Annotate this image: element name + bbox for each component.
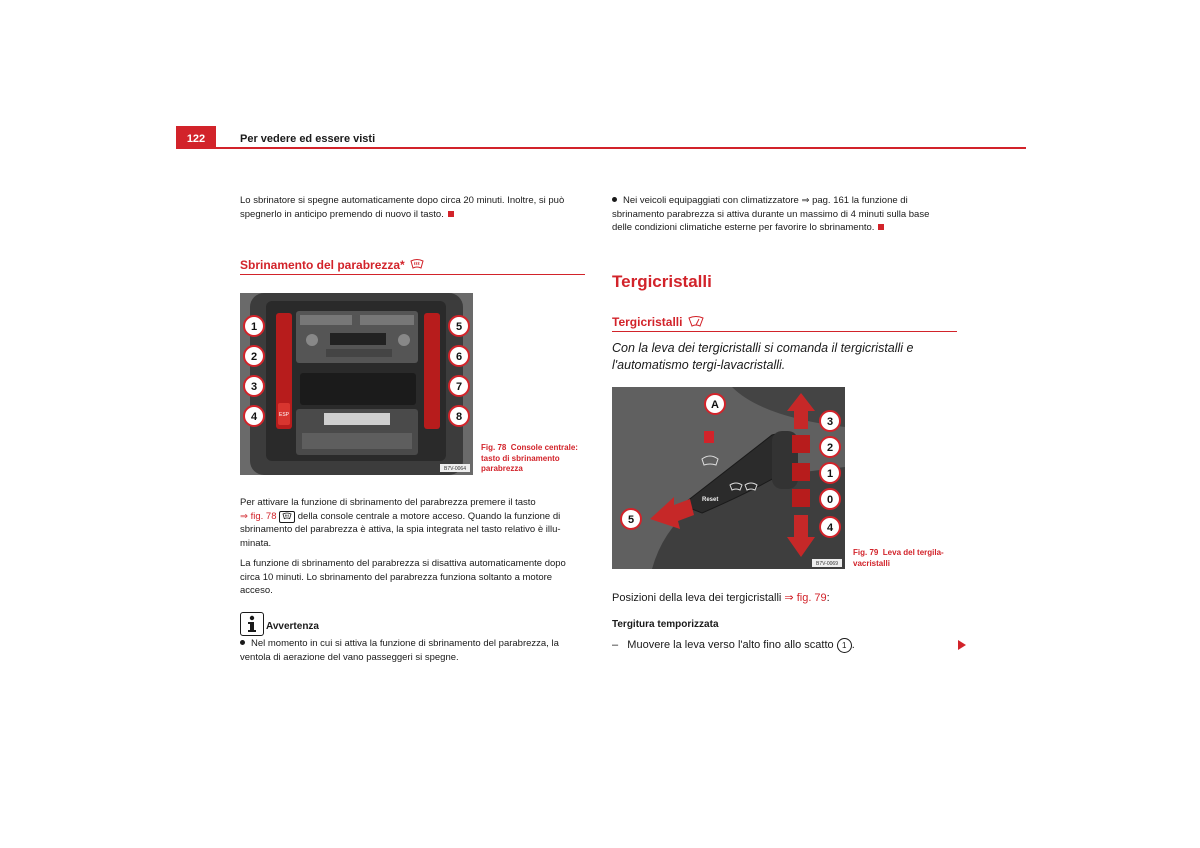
windshield-defrost-icon	[410, 258, 424, 270]
section-title-wipers	[612, 315, 704, 329]
step-line	[612, 638, 855, 653]
figure-code: B7V-0064	[444, 466, 466, 472]
caption-fig-number: Fig. 79	[853, 548, 879, 557]
bullet	[240, 640, 245, 645]
section-title-text: Sbrinamento del parabrezza*	[240, 258, 405, 272]
wiper-icon	[688, 316, 704, 327]
positions-line	[612, 591, 830, 604]
paragraph-text: minata.	[240, 537, 272, 549]
callout-2: 2	[826, 442, 834, 454]
paragraph-text: Nei veicoli equipaggiati con climatizzatore ⇒ pag. 161 la funzione di	[623, 195, 908, 206]
callout-3: 3	[826, 416, 834, 428]
callout-6: 6	[455, 351, 463, 363]
callout-1: 1	[250, 321, 258, 333]
caption-line: tasto di sbrinamento	[481, 453, 560, 463]
caption-line: vacristalli	[853, 558, 890, 568]
chapter-title: Tergicristalli	[612, 272, 712, 291]
intro-line: Con la leva dei tergicristalli si comanda il tergicristalli e	[612, 341, 914, 355]
fig-79-link[interactable]: ⇒ fig. 79	[784, 592, 827, 604]
paragraph-deactivate: La funzione di sbrinamento del parabrezza si disattiva automaticamente dopo circa 10 minuti. Lo sbrinamento del parabrezza funziona soltanto a motore acceso.	[240, 558, 566, 596]
position-1-marker: 1	[837, 638, 852, 653]
intro-line: l'automatismo tergi-lavacristalli.	[612, 358, 786, 372]
callout-3: 3	[250, 381, 258, 393]
bullet	[612, 197, 617, 202]
callout-4: 4	[826, 522, 834, 534]
subsection-title: Tergitura temporizzata	[612, 619, 719, 630]
caption-line: Console centrale:	[510, 443, 578, 452]
paragraph-activate	[240, 496, 585, 550]
figure-78-console	[240, 293, 473, 475]
intro-text: Lo sbrinatore si spegne automaticamente dopo circa 20 minuti. Inoltre, si può spegnerlo in anticipo premendo di nuovo il tasto.	[240, 195, 565, 220]
step-end: .	[851, 639, 855, 651]
reset-label: Reset	[702, 497, 719, 503]
windshield-defrost-icon	[279, 511, 295, 523]
note-text: Nel momento in cui si attiva la funzione di sbrinamento del parabrezza, la ventola di aerazione del vano passeggeri si spegne.	[240, 638, 559, 663]
climatizzatore-paragraph	[612, 194, 957, 235]
callout-A: A	[711, 399, 719, 411]
paragraph-text: Per attivare la funzione di sbrinamento del parabrezza premere il tasto	[240, 497, 536, 508]
caption-line: parabrezza	[481, 464, 523, 473]
step-dash: –	[612, 639, 619, 651]
figure-79-wiper-lever	[612, 387, 845, 569]
positions-text: Posizioni della leva dei tergicristalli	[612, 592, 782, 604]
callout-8: 8	[455, 411, 463, 423]
note-paragraph	[240, 637, 585, 664]
callout-2: 2	[250, 351, 258, 363]
end-mark	[448, 211, 454, 217]
callout-5: 5	[627, 514, 635, 526]
callout-1: 1	[826, 468, 834, 480]
intro-paragraph	[240, 194, 585, 221]
caption-line: Leva del tergila-	[882, 548, 944, 557]
info-icon	[240, 612, 264, 636]
callout-7: 7	[455, 381, 463, 393]
callout-4: 4	[250, 411, 258, 423]
section-rule	[240, 274, 585, 275]
callout-5: 5	[455, 321, 463, 333]
caption-fig-number: Fig. 78	[481, 443, 507, 452]
fig-78-link[interactable]: ⇒ fig. 78	[240, 510, 277, 522]
running-header: Per vedere ed essere visti	[240, 133, 376, 145]
figure-code: B7V-0069	[816, 561, 838, 567]
figure-79-caption	[853, 548, 944, 569]
wiper-intro	[612, 340, 957, 374]
paragraph-text: della console centrale a motore acceso. Quando la funzione di	[297, 510, 561, 522]
header-rule	[176, 147, 1026, 149]
esp-label: ESP	[278, 412, 290, 418]
paragraph-text: delle condizioni climatiche esterne per favorire lo sbrinamento.	[612, 222, 875, 233]
paragraph-text: sbrinamento del parabrezza è attiva, la spia integrata nel tasto relativo è illu-	[240, 524, 561, 535]
end-mark	[878, 224, 884, 230]
step-text: Muovere la leva verso l'alto fino allo scatto	[627, 639, 834, 651]
note-title: Avvertenza	[266, 621, 319, 632]
console-illustration	[240, 293, 473, 475]
section-title-text: Tergicristalli	[612, 315, 683, 329]
wiper-lever-illustration	[612, 387, 845, 569]
positions-colon: :	[826, 592, 830, 604]
page-number: 122	[176, 126, 216, 148]
continue-arrow-icon	[958, 640, 966, 650]
section-title-defrost	[240, 258, 424, 272]
figure-78-caption	[481, 443, 578, 475]
section-rule	[612, 331, 957, 332]
paragraph-text: sbrinamento parabrezza si attiva durante un massimo di 4 minuti sulla base	[612, 208, 930, 220]
callout-0: 0	[826, 494, 834, 506]
